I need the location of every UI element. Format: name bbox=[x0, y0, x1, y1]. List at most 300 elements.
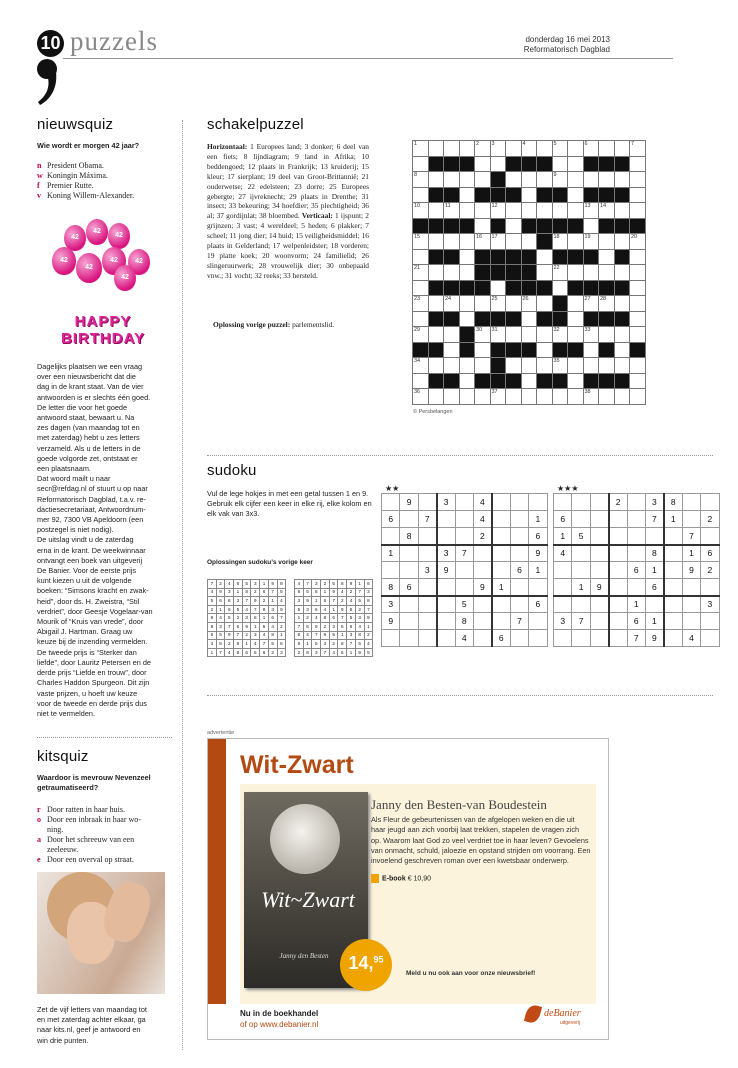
sudoku-cell[interactable] bbox=[437, 630, 455, 647]
sudoku-cell[interactable] bbox=[400, 545, 418, 562]
crossword-cell[interactable] bbox=[630, 265, 646, 281]
solution-cell: 7 bbox=[329, 597, 338, 606]
crossword-cell[interactable] bbox=[537, 358, 553, 374]
sudoku-cell[interactable] bbox=[664, 613, 682, 630]
sudoku-cell[interactable] bbox=[473, 562, 491, 579]
crossword-cell[interactable] bbox=[537, 296, 553, 312]
sudoku-cell[interactable] bbox=[590, 630, 608, 647]
crossword-cell[interactable] bbox=[459, 203, 475, 219]
crossword-cell[interactable] bbox=[630, 389, 646, 405]
quiz-option[interactable] bbox=[37, 825, 177, 835]
crossword-cell[interactable] bbox=[521, 311, 537, 327]
crossword-cell[interactable] bbox=[444, 327, 460, 343]
sudoku-cell[interactable] bbox=[627, 545, 645, 562]
crossword-cell[interactable] bbox=[428, 296, 444, 312]
crossword-cell[interactable] bbox=[428, 265, 444, 281]
crossword-cell[interactable] bbox=[630, 280, 646, 296]
crossword-cell[interactable] bbox=[521, 373, 537, 389]
crossword-number[interactable]: 16 bbox=[475, 234, 491, 250]
crossword-number[interactable]: 33 bbox=[583, 327, 599, 343]
sudoku-cell[interactable] bbox=[400, 613, 418, 630]
crossword-cell[interactable] bbox=[413, 187, 429, 203]
crossword-cell bbox=[444, 249, 460, 265]
sudoku-cell[interactable] bbox=[645, 528, 663, 545]
sudoku-cell[interactable] bbox=[455, 511, 473, 528]
crossword-number[interactable]: 4 bbox=[521, 141, 537, 157]
crossword-cell[interactable] bbox=[444, 141, 460, 157]
sudoku-cell[interactable] bbox=[418, 613, 436, 630]
quiz-option[interactable] bbox=[37, 815, 177, 825]
crossword-number[interactable]: 2 bbox=[475, 141, 491, 157]
crossword-cell bbox=[630, 218, 646, 234]
crossword-cell[interactable] bbox=[630, 187, 646, 203]
sudoku-cell[interactable] bbox=[701, 494, 719, 511]
sudoku-cell[interactable] bbox=[492, 494, 510, 511]
ad-url[interactable]: of op www.debanier.nl bbox=[240, 1020, 319, 1029]
crossword-cell[interactable] bbox=[568, 389, 584, 405]
quiz-option[interactable] bbox=[37, 835, 177, 845]
sudoku-cell[interactable] bbox=[664, 562, 682, 579]
crossword-cell[interactable] bbox=[459, 358, 475, 374]
sudoku-cell[interactable] bbox=[554, 562, 572, 579]
sudoku-cell[interactable] bbox=[473, 596, 491, 613]
crossword-number[interactable]: 25 bbox=[490, 296, 506, 312]
sudoku-cell[interactable] bbox=[590, 562, 608, 579]
sudoku-cell[interactable] bbox=[473, 545, 491, 562]
crossword-cell[interactable] bbox=[552, 156, 568, 172]
sudoku-cell[interactable] bbox=[609, 596, 627, 613]
sudoku-cell[interactable] bbox=[529, 579, 547, 596]
kitsquiz-question: Waardoor is mevrouw Nevenzeel getraumatiseerd? bbox=[37, 773, 151, 792]
crossword-cell[interactable] bbox=[428, 141, 444, 157]
crossword-number[interactable]: 6 bbox=[583, 141, 599, 157]
crossword-cell[interactable] bbox=[521, 234, 537, 250]
sudoku-cell[interactable] bbox=[664, 579, 682, 596]
sudoku-cell[interactable] bbox=[609, 528, 627, 545]
crossword-number[interactable]: 15 bbox=[413, 234, 429, 250]
sudoku-cell[interactable] bbox=[418, 630, 436, 647]
sudoku-cell[interactable] bbox=[492, 528, 510, 545]
ad-blurb: Als Fleur de gebeurtenissen van de afgelopen weken en die uit haar jeugd aan zich voorbij laat trekken, stapelen de vragen zich op. Waarom laat God zo veel verdriet toe in haar leven? Gevoelens van onmacht, schuld, jaloezie en opstand strijden om voorrang. Een invoelend geschreven roman over een kwetsbaar onderwerp. bbox=[371, 815, 591, 866]
sudoku-cell[interactable] bbox=[455, 494, 473, 511]
crossword-cell[interactable] bbox=[630, 358, 646, 374]
crossword-cell[interactable] bbox=[568, 203, 584, 219]
crossword-cell[interactable] bbox=[537, 389, 553, 405]
sudoku-cell[interactable] bbox=[492, 596, 510, 613]
crossword-cell[interactable] bbox=[475, 296, 491, 312]
crossword-cell[interactable] bbox=[506, 296, 522, 312]
crossword-number[interactable]: 35 bbox=[552, 358, 568, 374]
sudoku-cell[interactable] bbox=[510, 545, 528, 562]
crossword-cell[interactable] bbox=[614, 358, 630, 374]
crossword-cell[interactable] bbox=[475, 172, 491, 188]
crossword-cell[interactable] bbox=[537, 141, 553, 157]
crossword-number[interactable]: 27 bbox=[583, 296, 599, 312]
crossword-cell[interactable] bbox=[614, 389, 630, 405]
crossword-cell[interactable] bbox=[599, 234, 615, 250]
sudoku-cell: 1 bbox=[664, 511, 682, 528]
newsletter-cta[interactable]: Meld u nu ook aan voor onze nieuwsbrief! bbox=[406, 970, 536, 977]
crossword-cell[interactable] bbox=[428, 389, 444, 405]
sudoku-cell[interactable] bbox=[418, 528, 436, 545]
sudoku-cell[interactable] bbox=[529, 613, 547, 630]
sudoku-cell[interactable] bbox=[609, 613, 627, 630]
sudoku-cell[interactable] bbox=[682, 579, 700, 596]
sudoku-cell[interactable] bbox=[382, 630, 400, 647]
crossword-cell[interactable] bbox=[506, 172, 522, 188]
crossword-number[interactable]: 11 bbox=[444, 203, 460, 219]
sudoku-cell[interactable] bbox=[510, 630, 528, 647]
sudoku-grid-1[interactable] bbox=[381, 493, 548, 647]
crossword-number[interactable]: 38 bbox=[583, 389, 599, 405]
crossword-cell[interactable] bbox=[521, 327, 537, 343]
sudoku-grid-2[interactable] bbox=[553, 493, 720, 647]
advertisement[interactable] bbox=[207, 738, 609, 1040]
crossword-number[interactable]: 12 bbox=[490, 203, 506, 219]
crossword-number[interactable]: 5 bbox=[552, 141, 568, 157]
sudoku-cell[interactable] bbox=[572, 511, 590, 528]
sudoku-cell[interactable] bbox=[664, 596, 682, 613]
crossword-cell[interactable] bbox=[444, 172, 460, 188]
quiz-option[interactable] bbox=[37, 855, 177, 865]
crossword-cell[interactable] bbox=[614, 265, 630, 281]
sudoku-cell[interactable] bbox=[418, 545, 436, 562]
sudoku-cell[interactable] bbox=[609, 545, 627, 562]
crossword-cell[interactable] bbox=[459, 234, 475, 250]
crossword-number[interactable]: 13 bbox=[583, 203, 599, 219]
crossword-cell[interactable] bbox=[459, 249, 475, 265]
crossword-cell[interactable] bbox=[428, 172, 444, 188]
sudoku-cell[interactable] bbox=[701, 613, 719, 630]
crossword-cell[interactable] bbox=[459, 296, 475, 312]
crossword-cell[interactable] bbox=[537, 203, 553, 219]
solution-cell: 5 bbox=[234, 605, 243, 614]
sudoku-cell[interactable] bbox=[437, 511, 455, 528]
crossword-cell[interactable] bbox=[583, 342, 599, 358]
crossword-cell[interactable] bbox=[630, 172, 646, 188]
sudoku-cell[interactable] bbox=[492, 613, 510, 630]
sudoku-cell[interactable] bbox=[682, 613, 700, 630]
crossword-cell[interactable] bbox=[521, 358, 537, 374]
crossword-number[interactable]: 32 bbox=[552, 327, 568, 343]
crossword-cell[interactable] bbox=[630, 249, 646, 265]
crossword-cell[interactable] bbox=[552, 280, 568, 296]
crossword-cell[interactable] bbox=[459, 172, 475, 188]
sudoku-cell[interactable] bbox=[529, 630, 547, 647]
crossword-number[interactable]: 36 bbox=[413, 389, 429, 405]
crossword-cell[interactable] bbox=[568, 373, 584, 389]
sudoku-cell[interactable] bbox=[627, 579, 645, 596]
crossword-number[interactable]: 26 bbox=[521, 296, 537, 312]
solution-cell: 3 bbox=[277, 648, 286, 657]
crossword-number[interactable]: 3 bbox=[490, 141, 506, 157]
crossword-cell[interactable] bbox=[583, 172, 599, 188]
body-line: Charles Haddon Spurgeon. Dit zijn bbox=[37, 678, 150, 688]
crossword-cell[interactable] bbox=[630, 156, 646, 172]
crossword-cell[interactable] bbox=[521, 172, 537, 188]
crossword-cell[interactable] bbox=[521, 187, 537, 203]
sudoku-cell[interactable] bbox=[510, 596, 528, 613]
sudoku-cell[interactable] bbox=[437, 579, 455, 596]
crossword-number[interactable]: 19 bbox=[583, 234, 599, 250]
sudoku-cell[interactable] bbox=[572, 630, 590, 647]
sudoku-cell[interactable] bbox=[510, 494, 528, 511]
sudoku-cell[interactable] bbox=[572, 562, 590, 579]
crossword-cell[interactable] bbox=[444, 358, 460, 374]
sudoku-cell[interactable] bbox=[627, 494, 645, 511]
crossword-number[interactable]: 24 bbox=[444, 296, 460, 312]
sudoku-cell[interactable] bbox=[382, 562, 400, 579]
crossword-cell[interactable] bbox=[506, 141, 522, 157]
quiz-option[interactable] bbox=[37, 845, 177, 855]
sudoku-cell[interactable] bbox=[437, 613, 455, 630]
sudoku-cell[interactable] bbox=[400, 562, 418, 579]
crossword-cell[interactable] bbox=[614, 296, 630, 312]
solution-cell: 9 bbox=[234, 640, 243, 649]
crossword-cell[interactable] bbox=[413, 249, 429, 265]
crossword-cell[interactable] bbox=[506, 203, 522, 219]
crossword-cell[interactable] bbox=[614, 342, 630, 358]
crossword-number[interactable]: 29 bbox=[413, 327, 429, 343]
crossword-credit: © Persbelangen bbox=[413, 409, 453, 415]
crossword-cell[interactable] bbox=[614, 234, 630, 250]
crossword-number[interactable]: 37 bbox=[490, 389, 506, 405]
crossword-cell[interactable] bbox=[568, 311, 584, 327]
crossword-cell[interactable] bbox=[506, 389, 522, 405]
crossword-cell[interactable] bbox=[599, 389, 615, 405]
crossword-cell[interactable] bbox=[568, 358, 584, 374]
crossword-number[interactable]: 21 bbox=[413, 265, 429, 281]
sudoku-cell[interactable] bbox=[437, 528, 455, 545]
crossword-cell[interactable] bbox=[537, 265, 553, 281]
crossword-cell[interactable] bbox=[459, 141, 475, 157]
quiz-option[interactable] bbox=[37, 191, 177, 201]
crossword-cell[interactable] bbox=[413, 311, 429, 327]
crossword-cell[interactable] bbox=[614, 172, 630, 188]
sudoku-cell[interactable] bbox=[529, 494, 547, 511]
sudoku-cell[interactable] bbox=[418, 494, 436, 511]
crossword-number[interactable]: 8 bbox=[413, 172, 429, 188]
crossword-cell[interactable] bbox=[506, 327, 522, 343]
crossword-cell[interactable] bbox=[568, 296, 584, 312]
crossword-cell[interactable] bbox=[599, 265, 615, 281]
crossword-cell[interactable] bbox=[537, 172, 553, 188]
sudoku-cell[interactable] bbox=[627, 511, 645, 528]
crossword-cell[interactable] bbox=[475, 358, 491, 374]
sudoku-cell[interactable] bbox=[572, 596, 590, 613]
sudoku-cell[interactable] bbox=[590, 494, 608, 511]
crossword-number[interactable]: 20 bbox=[630, 234, 646, 250]
sudoku-cell[interactable] bbox=[590, 596, 608, 613]
quiz-option[interactable] bbox=[37, 171, 177, 181]
crossword-cell[interactable] bbox=[444, 389, 460, 405]
crossword-number[interactable]: 1 bbox=[413, 141, 429, 157]
sudoku-cell[interactable] bbox=[645, 596, 663, 613]
crossword-cell[interactable] bbox=[459, 389, 475, 405]
sudoku-cell[interactable] bbox=[554, 579, 572, 596]
sudoku-cell[interactable] bbox=[455, 579, 473, 596]
sudoku-cell[interactable] bbox=[701, 630, 719, 647]
sudoku-cell[interactable] bbox=[627, 528, 645, 545]
crossword-cell[interactable] bbox=[428, 358, 444, 374]
crossword-cell[interactable] bbox=[475, 218, 491, 234]
crossword-cell[interactable] bbox=[413, 373, 429, 389]
sudoku-cell[interactable] bbox=[701, 528, 719, 545]
sudoku-cell[interactable] bbox=[455, 562, 473, 579]
crossword-cell[interactable] bbox=[459, 187, 475, 203]
crossword-cell[interactable] bbox=[537, 327, 553, 343]
solution-cell: 2 bbox=[321, 622, 330, 631]
sudoku-cell[interactable] bbox=[400, 511, 418, 528]
crossword-cell[interactable] bbox=[568, 156, 584, 172]
sudoku-cell[interactable] bbox=[609, 562, 627, 579]
crossword-number[interactable]: 14 bbox=[599, 203, 615, 219]
crossword-cell[interactable] bbox=[428, 327, 444, 343]
crossword-cell[interactable] bbox=[630, 311, 646, 327]
crossword-cell[interactable] bbox=[568, 265, 584, 281]
sudoku-cell[interactable] bbox=[554, 494, 572, 511]
crossword-cell[interactable] bbox=[614, 327, 630, 343]
crossword-cell[interactable] bbox=[413, 280, 429, 296]
crossword-cell[interactable] bbox=[614, 203, 630, 219]
crossword-cell[interactable] bbox=[630, 296, 646, 312]
crossword-cell[interactable] bbox=[459, 373, 475, 389]
crossword-cell[interactable] bbox=[521, 389, 537, 405]
crossword-cell[interactable] bbox=[428, 234, 444, 250]
crossword-cell[interactable] bbox=[583, 265, 599, 281]
sudoku-cell[interactable] bbox=[418, 596, 436, 613]
crossword-number[interactable]: 7 bbox=[630, 141, 646, 157]
crossword-cell[interactable] bbox=[475, 342, 491, 358]
crossword-cell[interactable] bbox=[506, 358, 522, 374]
sudoku-cell[interactable] bbox=[510, 511, 528, 528]
sudoku-cell[interactable] bbox=[590, 545, 608, 562]
sudoku-cell[interactable] bbox=[400, 630, 418, 647]
crossword-cell[interactable] bbox=[614, 141, 630, 157]
crossword-cell[interactable] bbox=[599, 172, 615, 188]
crossword-cell[interactable] bbox=[568, 234, 584, 250]
sudoku-cell[interactable] bbox=[418, 579, 436, 596]
sudoku-cell[interactable] bbox=[492, 545, 510, 562]
sudoku-cell[interactable] bbox=[572, 494, 590, 511]
crossword-cell[interactable] bbox=[630, 203, 646, 219]
comma-logo-icon bbox=[36, 58, 58, 106]
quiz-option[interactable] bbox=[37, 161, 177, 171]
crossword-cell[interactable] bbox=[599, 141, 615, 157]
crossword-number[interactable]: 18 bbox=[552, 234, 568, 250]
crossword-cell[interactable] bbox=[475, 203, 491, 219]
crossword-number[interactable]: 17 bbox=[490, 234, 506, 250]
sudoku-cell[interactable] bbox=[492, 511, 510, 528]
publisher-logo: deBanier bbox=[544, 1008, 581, 1019]
sudoku-cell[interactable] bbox=[590, 528, 608, 545]
crossword-cell[interactable] bbox=[490, 156, 506, 172]
crossword-cell[interactable] bbox=[506, 234, 522, 250]
crossword-cell[interactable] bbox=[444, 342, 460, 358]
crossword-cell[interactable] bbox=[428, 203, 444, 219]
sudoku-cell[interactable] bbox=[510, 579, 528, 596]
sudoku-cell[interactable] bbox=[682, 596, 700, 613]
sudoku-cell[interactable] bbox=[701, 579, 719, 596]
crossword-cell[interactable] bbox=[583, 358, 599, 374]
crossword-number[interactable]: 22 bbox=[552, 265, 568, 281]
crossword-cell bbox=[444, 218, 460, 234]
crossword-cell[interactable] bbox=[552, 203, 568, 219]
crossword-cell[interactable] bbox=[413, 156, 429, 172]
sudoku-cell[interactable] bbox=[455, 528, 473, 545]
sudoku-cell[interactable] bbox=[510, 528, 528, 545]
crossword-cell[interactable] bbox=[506, 218, 522, 234]
sudoku-cell[interactable] bbox=[400, 596, 418, 613]
crossword-cell[interactable] bbox=[568, 141, 584, 157]
crossword-cell[interactable] bbox=[475, 156, 491, 172]
sudoku-cell[interactable] bbox=[492, 562, 510, 579]
crossword-cell[interactable] bbox=[444, 265, 460, 281]
crossword-cell[interactable] bbox=[459, 265, 475, 281]
quiz-option[interactable] bbox=[37, 805, 177, 815]
crossword-cell[interactable] bbox=[521, 203, 537, 219]
crossword-cell[interactable] bbox=[630, 373, 646, 389]
sudoku-cell[interactable] bbox=[682, 494, 700, 511]
crossword-cell[interactable] bbox=[537, 342, 553, 358]
crossword-number[interactable]: 34 bbox=[413, 358, 429, 374]
crossword-cell[interactable] bbox=[537, 249, 553, 265]
crossword-cell[interactable] bbox=[599, 358, 615, 374]
sudoku-cell[interactable] bbox=[682, 511, 700, 528]
crossword-cell[interactable] bbox=[568, 187, 584, 203]
crossword-cell[interactable] bbox=[583, 218, 599, 234]
sudoku-cell[interactable] bbox=[590, 613, 608, 630]
balloon: 42 bbox=[52, 247, 76, 275]
sudoku-cell[interactable] bbox=[609, 579, 627, 596]
crossword-cell bbox=[444, 156, 460, 172]
crossword-cell bbox=[459, 218, 475, 234]
sudoku-cell[interactable] bbox=[572, 545, 590, 562]
sudoku-cell[interactable] bbox=[664, 545, 682, 562]
crossword-cell[interactable] bbox=[459, 311, 475, 327]
sudoku-cell[interactable] bbox=[590, 511, 608, 528]
crossword-cell[interactable] bbox=[475, 389, 491, 405]
crossword-number[interactable]: 31 bbox=[490, 327, 506, 343]
crossword-cell bbox=[444, 187, 460, 203]
crossword-number[interactable]: 30 bbox=[475, 327, 491, 343]
sudoku-cell[interactable] bbox=[609, 511, 627, 528]
sudoku-cell[interactable] bbox=[554, 596, 572, 613]
crossword-number[interactable]: 9 bbox=[552, 172, 568, 188]
sudoku-cell[interactable] bbox=[473, 613, 491, 630]
crossword-cell[interactable] bbox=[444, 234, 460, 250]
sudoku-cell[interactable] bbox=[664, 630, 682, 647]
quiz-option[interactable] bbox=[37, 181, 177, 191]
sudoku-cell[interactable] bbox=[664, 528, 682, 545]
sudoku-cell[interactable] bbox=[382, 494, 400, 511]
crossword-number[interactable]: 28 bbox=[599, 296, 615, 312]
crossword-number[interactable]: 23 bbox=[413, 296, 429, 312]
sudoku-cell[interactable] bbox=[609, 630, 627, 647]
crossword-cell[interactable] bbox=[568, 327, 584, 343]
crossword-cell[interactable] bbox=[568, 172, 584, 188]
crossword-cell[interactable] bbox=[490, 280, 506, 296]
sudoku-cell[interactable] bbox=[473, 630, 491, 647]
sudoku-cell[interactable] bbox=[437, 596, 455, 613]
sudoku-cell[interactable] bbox=[554, 630, 572, 647]
crossword-cell[interactable] bbox=[599, 327, 615, 343]
sudoku-cell[interactable] bbox=[382, 528, 400, 545]
crossword-number[interactable]: 10 bbox=[413, 203, 429, 219]
crossword-cell[interactable] bbox=[552, 389, 568, 405]
crossword-cell[interactable] bbox=[599, 249, 615, 265]
crossword-cell[interactable] bbox=[630, 327, 646, 343]
